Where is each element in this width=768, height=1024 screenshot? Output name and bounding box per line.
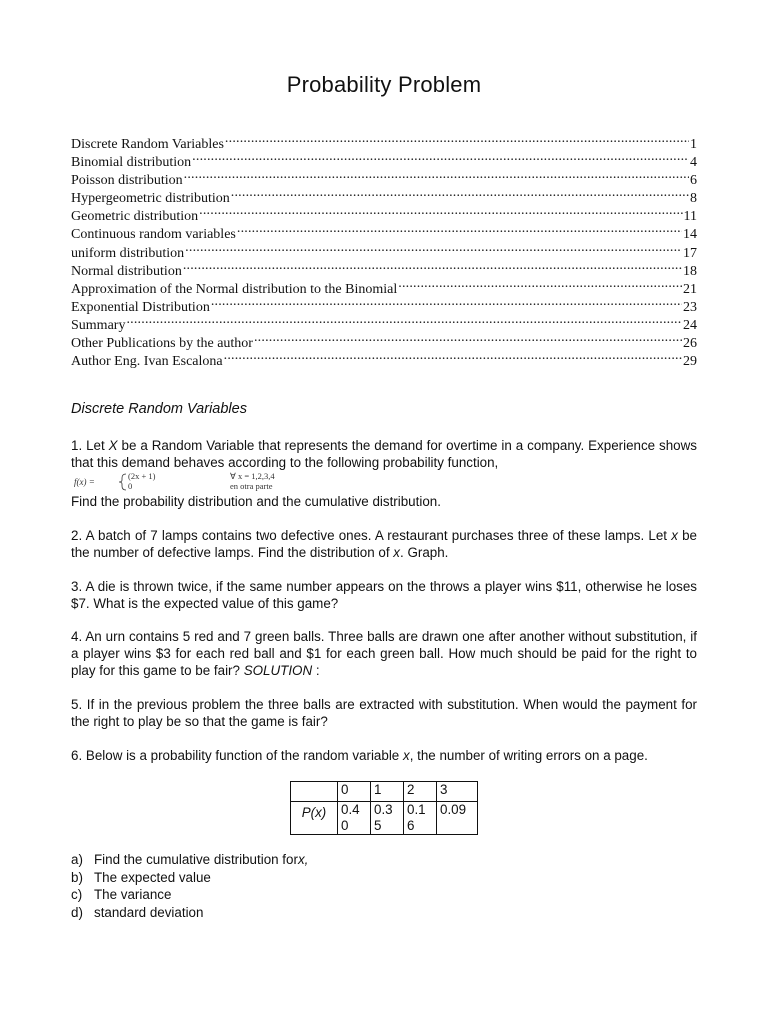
table-cell [404,802,437,835]
toc-entry[interactable] [71,311,697,333]
problem-3: 3. A die is thrown twice, if the same number appears on the throws a player wins $11, otherwise he loses $7. What is the expected value of this game? [71,579,697,611]
toc-leader-dots [184,166,689,184]
toc-leader-dots [398,275,682,293]
problem-text: 1. Let [71,438,109,453]
problem-text: : [312,663,320,678]
formula-lhs: f(x) = [74,477,95,487]
list-item [71,904,308,922]
section-heading: Discrete Random Variables [71,401,247,417]
list-text: The variance [94,887,172,903]
table-header-cell: 1 [371,782,404,802]
formula-case-2: 0 [128,481,133,491]
toc-page-number: 11 [683,209,697,225]
problem-2 [71,527,697,561]
problem-4 [71,628,697,679]
toc-leader-dots [211,293,682,311]
formula-case-1: (2x + 1) [128,472,156,481]
variable: x [402,748,410,763]
toc-label: Author Eng. Ivan Escalona [71,354,223,370]
table-cell [338,802,371,835]
variable: X [108,438,118,453]
cell-line: 0.3 [374,802,393,817]
table-cell [437,802,478,835]
toc-label: Continuous random variables [71,227,236,243]
table-of-contents [71,130,697,370]
problem-text: be a Random Variable that represents the demand for overtime in a company. Experience shows that this demand behaves according to the following probability function, [71,438,697,470]
problem-text: be the number of defective lamps. Find the distribution of [71,528,697,560]
toc-label: Discrete Random Variables [71,137,224,152]
toc-label: Other Publications by the author [71,336,253,352]
toc-page-number: 14 [683,227,697,243]
toc-leader-dots [183,257,682,275]
list-text: standard deviation [94,904,204,920]
problem-text: 4. An urn contains 5 red and 7 green balls. Three balls are drawn one after another without substitution, if a player wins $3 for each red ball and $1 for each green ball. How much should be paid for the right to play for this game to be fair? [71,629,697,678]
problem-1 [71,437,697,471]
problem-1-question: Find the probability distribution and the cumulative distribution. [71,494,441,509]
solution-label: SOLUTION [243,663,313,678]
cell-line: 0.1 [407,802,426,817]
toc-page-number: 26 [683,336,697,352]
toc-leader-dots [126,311,682,329]
toc-leader-dots [224,347,682,365]
toc-leader-dots [185,239,682,257]
list-marker: b) [71,869,83,885]
toc-label: Geometric distribution [71,209,199,225]
toc-label: Hypergeometric distribution [71,191,230,207]
table-row [291,802,478,835]
cell-line: 6 [407,818,415,833]
problem-text: 2. A batch of 7 lamps contains two defective ones. A restaurant purchases three of these lamps. Let [71,528,672,543]
toc-label: Exponential Distribution [71,299,210,315]
toc-entry[interactable] [71,130,697,152]
formula-condition-1: ∀ x = 1,2,3,4 [230,472,275,481]
toc-page-number: 17 [683,245,697,261]
problem-6 [71,747,697,764]
cell-line: 5 [374,818,382,833]
toc-page-number: 8 [690,191,697,207]
toc-label: Binomial distribution [71,155,192,171]
list-text: Find the cumulative distribution for [94,852,298,867]
toc-page-number: 18 [683,263,697,279]
toc-label: Summary [71,317,126,333]
toc-page-number: 24 [683,317,697,333]
probability-table [290,781,478,835]
variable: x [671,528,678,543]
variable: x, [297,852,309,867]
list-item [71,869,308,887]
table-header-cell: 3 [437,782,478,802]
toc-leader-dots [225,130,689,148]
list-marker: c) [71,887,83,903]
table-header-row [291,782,478,802]
toc-leader-dots [192,148,689,166]
toc-page-number: 29 [683,354,697,370]
toc-leader-dots [199,202,682,220]
table-cell [371,802,404,835]
formula-condition-2: en otra parte [230,481,273,491]
list-item [71,886,308,904]
probability-function-formula [74,472,344,492]
list-marker: a) [71,852,83,867]
toc-leader-dots [254,329,682,347]
formula-brace [119,474,126,490]
list-marker: d) [71,904,83,920]
cell-line: 0 [341,818,349,833]
cell-line: 0.09 [440,802,467,817]
toc-page-number: 21 [683,281,697,297]
toc-entry[interactable] [71,329,697,352]
problem-text: 6. Below is a probability function of the random variable [71,748,403,763]
page-title: Probability Problem [286,72,482,97]
table-header-cell: 0 [338,782,371,802]
problem-text: . Graph. [400,545,449,560]
table-header-cell: 2 [404,782,437,802]
toc-label: Normal distribution [71,263,182,279]
table-corner-cell [291,782,338,802]
toc-page-number: 4 [690,155,697,171]
list-text: The expected value [94,869,211,885]
toc-leader-dots [231,184,689,202]
variable: x [393,545,400,560]
toc-label: Approximation of the Normal distribution to the Binomial [71,281,398,297]
cell-line: 0.4 [341,802,360,817]
toc-label: uniform distribution [71,245,185,261]
toc-leader-dots [237,220,682,238]
problem-5: 5. If in the previous problem the three balls are extracted with substitution. When would the payment for the right to play be so that the game is fair? [71,697,697,729]
toc-page-number: 23 [683,299,697,315]
toc-label: Poisson distribution [71,173,183,189]
toc-page-number: 6 [690,173,697,189]
formula-graphic [74,472,344,492]
toc-page-number: 1 [690,137,697,152]
list-item [71,851,308,869]
problem-text: , the number of writing errors on a page. [409,748,648,763]
question-list [71,851,308,921]
table-row-label: P(x) [291,802,338,835]
